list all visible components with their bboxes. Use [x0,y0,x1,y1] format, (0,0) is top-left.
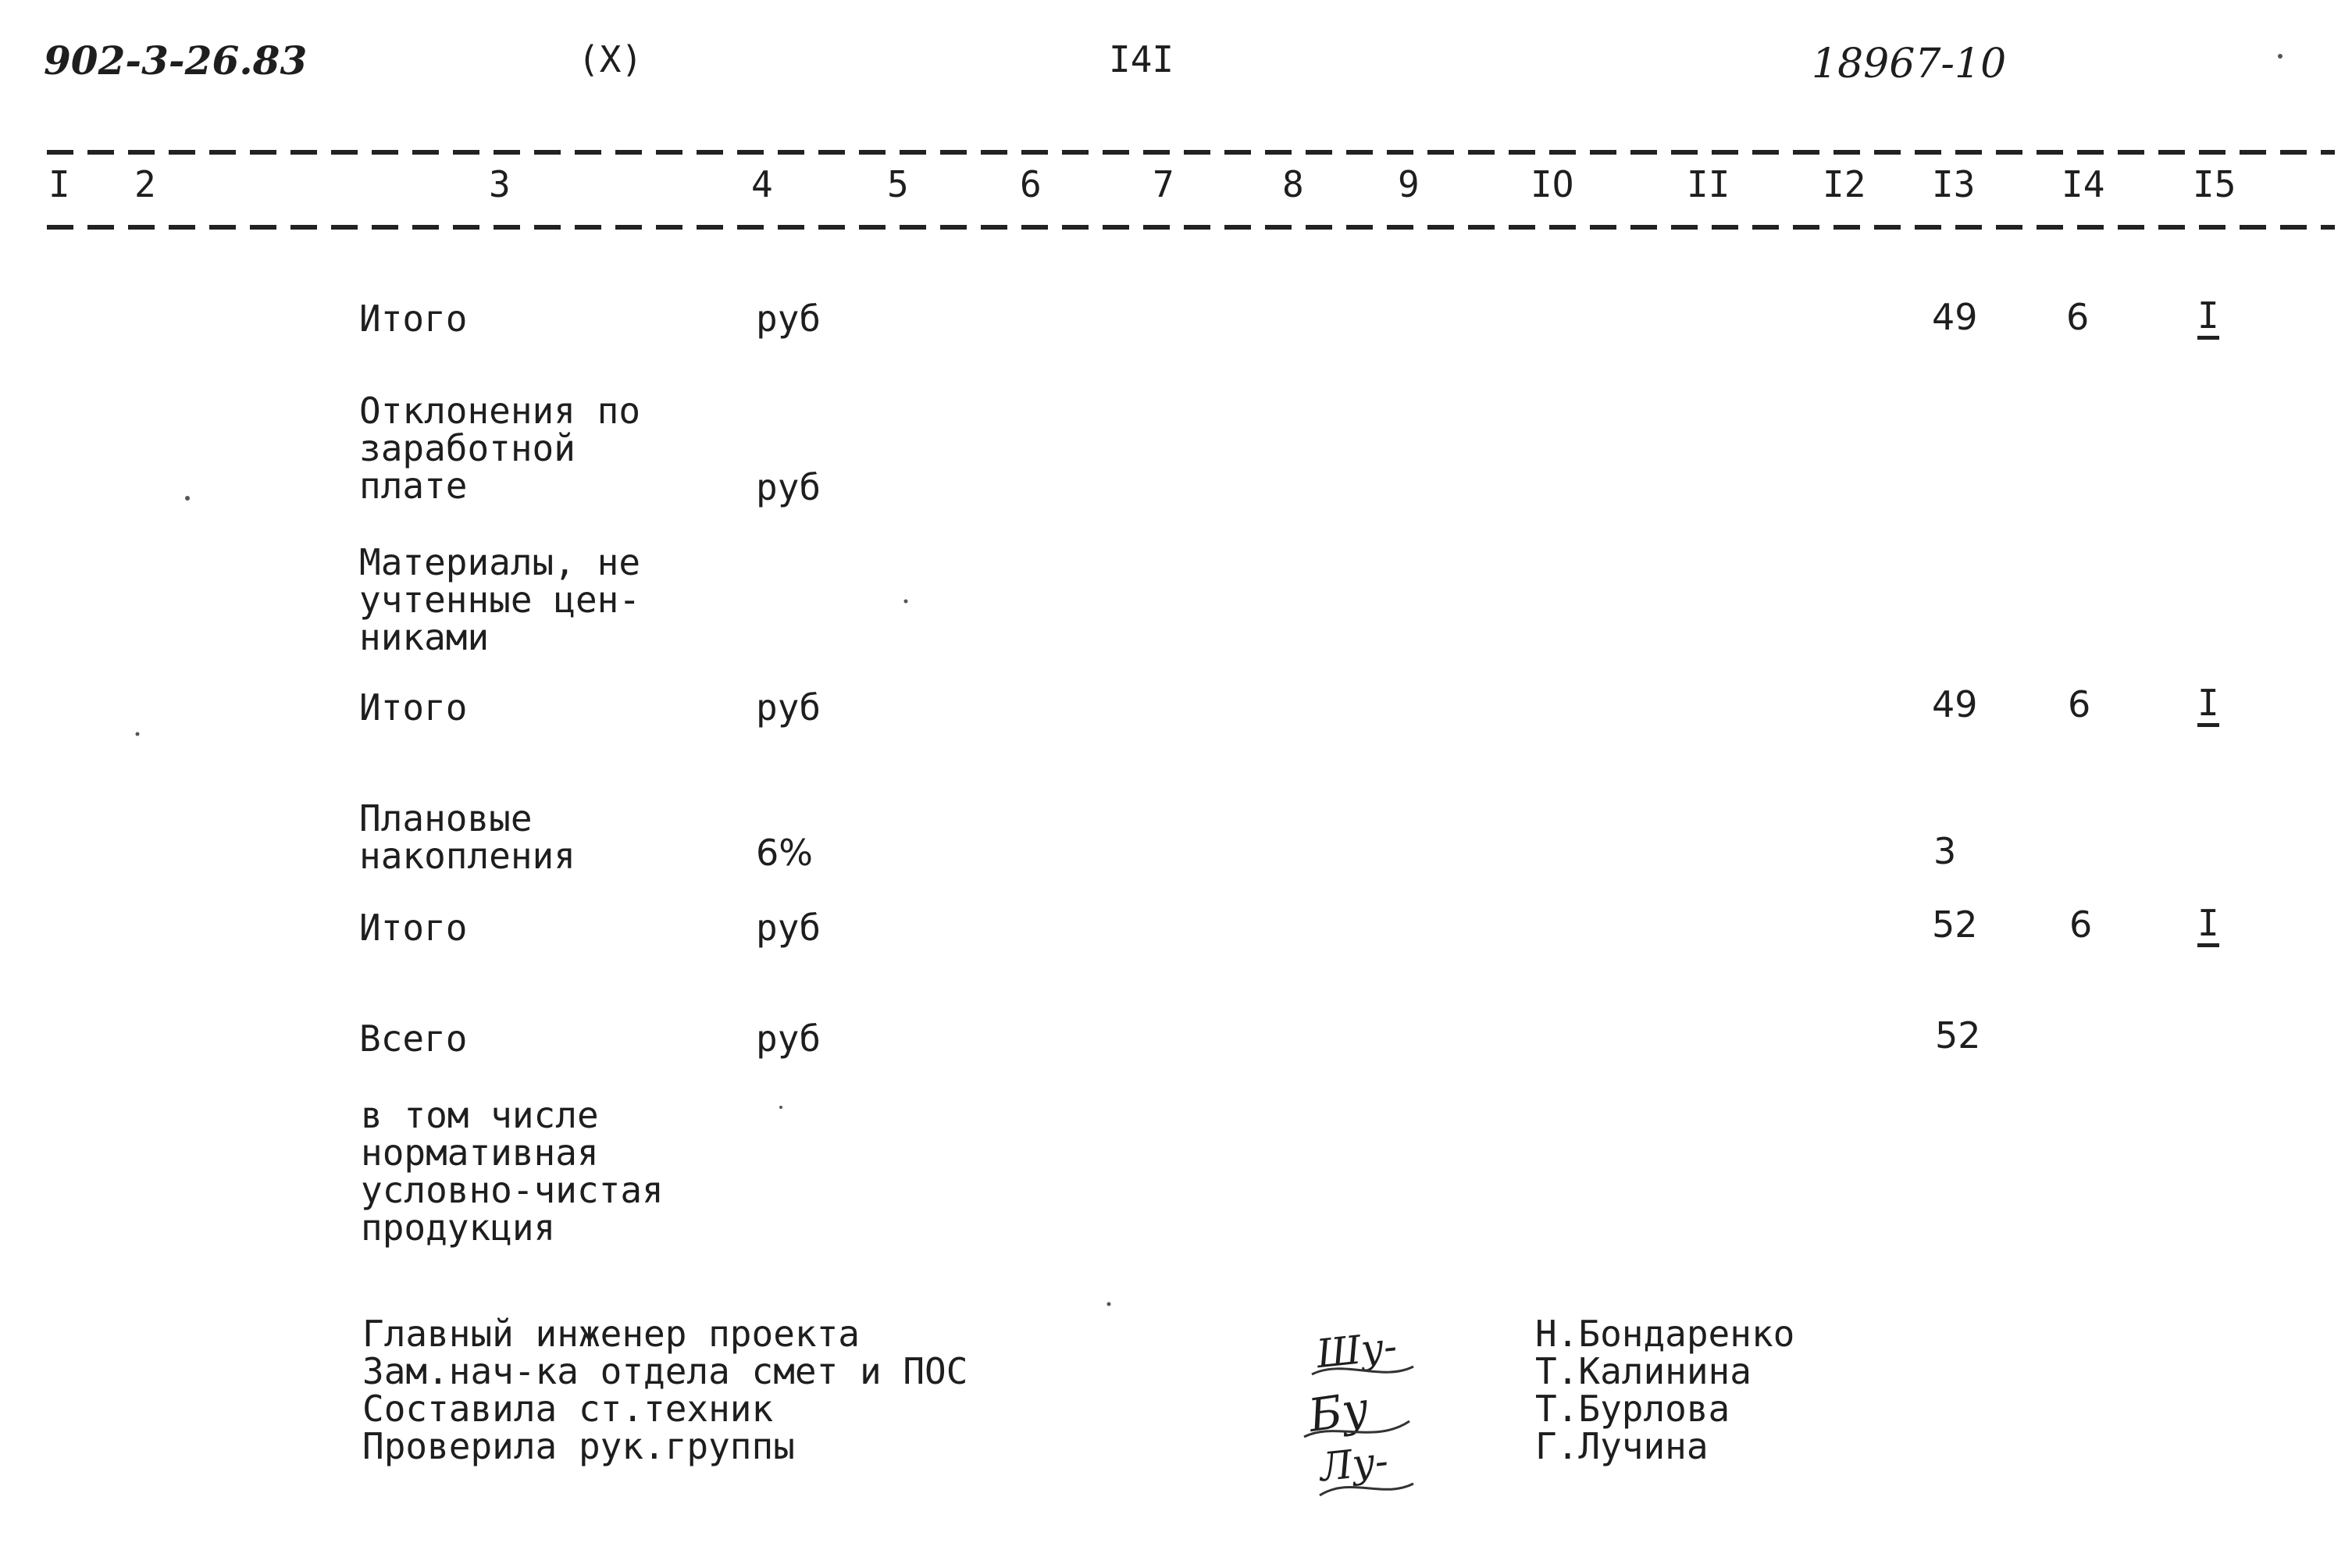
column-1-header: I [48,163,70,205]
column-14-header: I4 [2062,163,2105,205]
column-6-header: 6 [1020,163,1042,205]
row-col13-value: 52 [1935,1014,1981,1057]
row-name: в том числе нормативная условно-чистая продукция [361,1094,664,1249]
row-col13-value: 52 [1932,903,1978,946]
column-3-header: 3 [489,163,511,205]
signature-titles: Главный инженер проекта Зам.нач-ка отдела смет и ПОС Составила ст.техник Проверила рук.группы [362,1313,968,1467]
handwritten-signature-2: Бу [1305,1381,1372,1442]
row-unit: 6% [756,832,813,874]
row-unit: руб [756,907,821,949]
row-name: Итого [359,686,468,729]
row-col15-value: I [2197,297,2219,340]
row-name: Итого [359,298,468,340]
row-col13-value: 3 [1933,830,1957,872]
row-col13-value: 49 [1932,683,1978,725]
document-code: 902-3-26.83 [44,37,308,84]
handwritten-signature-3: Лу- [1317,1438,1391,1491]
column-13-header: I3 [1932,163,1976,205]
row-col15-value: I [2197,904,2219,947]
column-8-header: 8 [1282,163,1304,205]
section-marker: (X) [578,38,643,80]
column-10-header: IO [1531,163,1574,205]
row-col14-value: 6 [2068,683,2091,725]
row-unit: руб [756,1017,821,1060]
column-15-header: I5 [2193,163,2236,205]
signature-names: Н.Бондаренко Т.Калинина Т.Бурлова Г.Лучина [1535,1313,1795,1467]
row-col14-value: 6 [2066,296,2090,338]
column-5-header: 5 [887,163,909,205]
row-col14-value: 6 [2069,903,2093,946]
handwritten-signature-1: Шу- [1314,1323,1399,1377]
row-name: Материалы, не учтенные цен- никами [359,541,641,658]
row-name: Плановые накопления [359,797,576,877]
column-2-header: 2 [134,163,156,205]
column-9-header: 9 [1398,163,1420,205]
row-name: Всего [359,1017,468,1060]
row-unit: руб [756,298,821,340]
column-7-header: 7 [1153,163,1174,205]
row-name: Отклонения по заработной плате [359,390,641,507]
row-unit: руб [756,686,821,729]
row-col13-value: 49 [1932,296,1978,338]
page-number: I4I [1109,38,1174,80]
column-12-header: I2 [1823,163,1866,205]
column-4-header: 4 [751,163,773,205]
row-col15-value: I [2197,684,2219,727]
inventory-number: 18967-10 [1812,41,2007,87]
row-name: Итого [359,907,468,949]
row-unit: руб [756,466,821,508]
column-11-header: II [1687,163,1730,205]
